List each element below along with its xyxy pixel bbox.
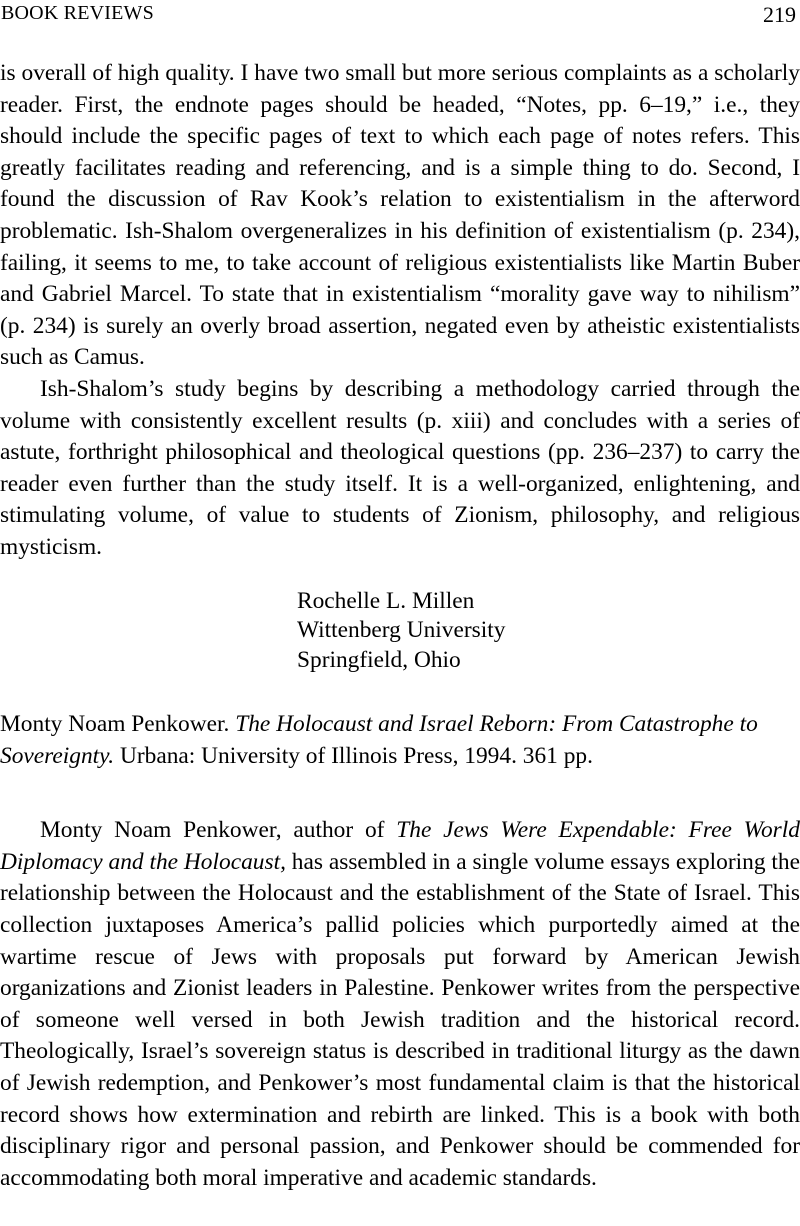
citation-title: The Holocaust and Israel Reborn: From Catastrophe to Sovereignty. [0,711,758,769]
review1-paragraph-1: is overall of high quality. I have two small but more serious complaints as a scholarly reader. First, the endnote pages should be headed, “Notes, pp. 6–19,” i.e., they should include the specific pages of text to which each page of notes refers. This greatly facilitates reading and referencing, and is a simple thing to do. Second, I found the discussion of Rav Kook’s relation to existentialism in the afterword problematic. Ish-Shalom overgeneralizes in his definition of existentialism (p. 234), failing, it seems to me, to take account of religious existentialists like Martin Buber and Gabriel Marcel. To state that in existentialism “morality gave way to nihilism” (p. 234) is surely an overly broad assertion, negated even by atheistic existentialists such as Camus. [0,60,800,371]
section-title: BOOK REVIEWS [1,2,154,24]
reviewer-affiliation: Wittenberg University [297,617,506,643]
citation-publication: Urbana: University of Illinois Press, 1994. 361 pp. [119,742,593,769]
citation-author: Monty Noam Penkower. [0,711,230,737]
page-number: 219 [763,2,796,27]
reviewer-name: Rochelle L. Millen [297,587,475,614]
reviewer-location: Springfield, Ohio [297,646,461,673]
reviewer-signature [297,587,800,676]
review2-book-title: The Jews Were Expendable: Free World Diplomacy and the Holocaust, [0,817,800,875]
book-citation [0,709,800,772]
review2-body-rest: has assembled in a single volume essays exploring the relationship between the Holocaust and the establishment of the State of Israel. This collection juxtaposes America’s pallid policies which purportedly aimed at the wartime rescue of Jews with proposals put forward by American Jewish organizations and Zionist leaders in Palestine. Penkower writes from the perspective of someone well versed in both Jewish tradition and the historical record. Theologically, Israel’s sovereign status is described in traditional liturgy as the dawn of Jewish redemption, and Penkower’s most fundamental claim is that the historical record shows how extermination and rebirth are linked. This is a book with both disciplinary rigor and personal passion, and Penkower should be commended for accommodating both moral imperative and academic standards. [0,848,800,1191]
review2-paragraph [0,815,800,1194]
page-body [0,58,800,1194]
review1-paragraph-2: Ish-Shalom’s study begins by describing a methodology carried through the volume with consistently excellent results (p. xiii) and concludes with a series of astute, forthright philosophical and theological questions (pp. 236–237) to carry the reader even further than the study itself. It is a well-organized, enlightening, and stimulating volume, of value to students of Zionism, philosophy, and religious mysticism. [0,375,800,560]
running-header [0,2,800,26]
review2-body-start: Monty Noam Penkower, author of [40,817,385,844]
